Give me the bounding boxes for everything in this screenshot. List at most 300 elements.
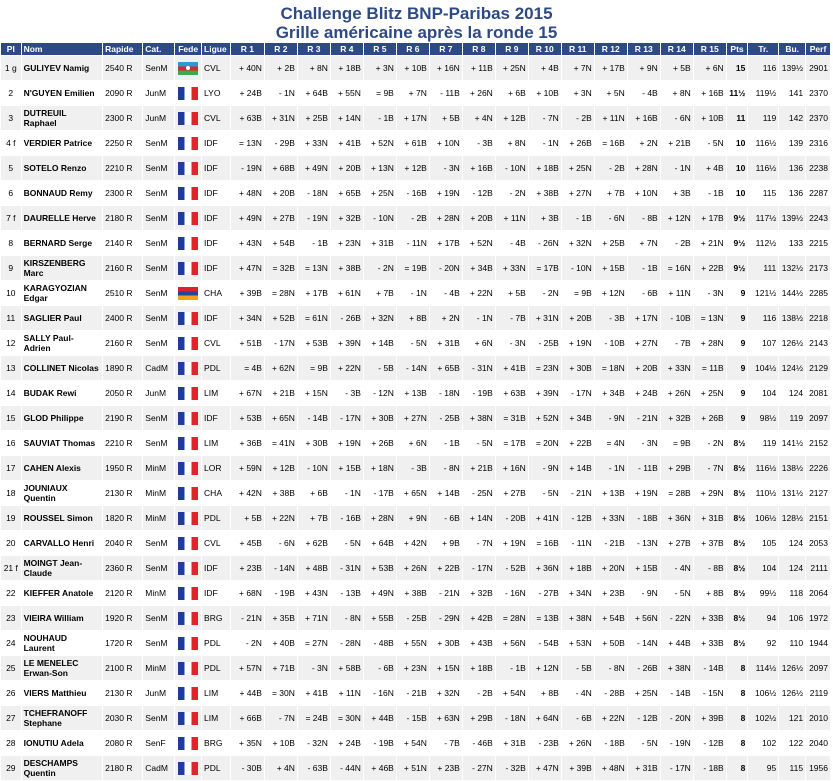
category-cell: SenM <box>143 306 174 330</box>
round-result: - 2N <box>364 256 396 280</box>
round-result: + 18B <box>529 156 561 180</box>
league-cell: LIM <box>202 381 230 405</box>
round-result: + 34B <box>595 381 627 405</box>
round-result: + 23B <box>430 756 462 780</box>
round-result: + 65N <box>265 406 297 430</box>
round-result: + 8N <box>496 131 528 155</box>
performance-cell: 2064 <box>806 581 830 605</box>
round-result: + 15B <box>331 456 363 480</box>
performance-cell: 2143 <box>806 331 830 355</box>
table-row <box>1 356 830 380</box>
table-row <box>1 281 830 305</box>
round-result: + 16N <box>430 56 462 80</box>
performance-cell: 2119 <box>806 681 830 705</box>
table-row <box>1 56 830 80</box>
round-result: + 9N <box>628 56 660 80</box>
round-result: - 1N <box>265 81 297 105</box>
round-result: + 20B <box>628 356 660 380</box>
rating-cell: 2300 R <box>103 106 142 130</box>
tiebreak-bu: 138½ <box>779 456 805 480</box>
france-flag-icon <box>178 262 198 275</box>
table-row <box>1 406 830 430</box>
category-cell: SenM <box>143 331 174 355</box>
round-result: + 14B <box>430 481 462 505</box>
tiebreak-bu: 124 <box>779 531 805 555</box>
round-result: - 1N <box>397 281 429 305</box>
table-row <box>1 631 830 655</box>
france-flag-icon <box>178 462 198 475</box>
rating-cell: 1920 R <box>103 606 142 630</box>
round-result: + 66B <box>231 706 264 730</box>
france-flag-icon <box>178 637 198 650</box>
round-result: - 12N <box>364 381 396 405</box>
round-result: + 30B <box>298 431 330 455</box>
points-cell: 9½ <box>727 206 748 230</box>
player-name: LE MENELEC Erwan-Son <box>22 656 103 680</box>
table-row <box>1 731 830 755</box>
place-cell: 26 <box>1 681 21 705</box>
player-name: COLLINET Nicolas <box>22 356 103 380</box>
round-result: - 7N <box>694 456 726 480</box>
round-result: - 4B <box>628 81 660 105</box>
league-cell: PDL <box>202 356 230 380</box>
tiebreak-bu: 119 <box>779 406 805 430</box>
performance-cell: 2243 <box>806 206 830 230</box>
round-result: - 63B <box>298 756 330 780</box>
tiebreak-tr: 116 <box>748 56 778 80</box>
round-result: + 26N <box>397 556 429 580</box>
round-result: = 18N <box>595 356 627 380</box>
rating-cell: 2180 R <box>103 756 142 780</box>
round-result: + 14N <box>463 506 495 530</box>
round-result: + 22N <box>595 706 627 730</box>
round-result: - 3B <box>397 456 429 480</box>
player-name: IONUTIU Adela <box>22 731 103 755</box>
rating-cell: 1950 R <box>103 456 142 480</box>
category-cell: SenM <box>143 631 174 655</box>
round-result: + 31B <box>430 331 462 355</box>
table-row <box>1 756 830 780</box>
column-header: Pts <box>727 43 748 55</box>
round-result: + 48B <box>298 556 330 580</box>
round-result: + 49N <box>298 156 330 180</box>
round-result: + 7B <box>595 181 627 205</box>
round-result: - 17N <box>331 406 363 430</box>
round-result: - 20B <box>496 506 528 530</box>
category-cell: JunM <box>143 381 174 405</box>
round-result: + 53B <box>231 406 264 430</box>
round-result: + 26B <box>364 431 396 455</box>
rating-cell: 2190 R <box>103 406 142 430</box>
place-cell: 17 <box>1 456 21 480</box>
rating-cell: 2100 R <box>103 656 142 680</box>
rating-cell: 2130 R <box>103 481 142 505</box>
round-result: + 37B <box>694 531 726 555</box>
round-result: - 5N <box>661 581 693 605</box>
round-result: + 17N <box>628 306 660 330</box>
round-result: - 48B <box>364 631 396 655</box>
table-row <box>1 206 830 230</box>
round-result: + 16B <box>628 106 660 130</box>
round-result: + 38N <box>463 406 495 430</box>
round-result: + 7B <box>364 281 396 305</box>
round-result: + 18B <box>331 56 363 80</box>
tiebreak-bu: 110 <box>779 631 805 655</box>
points-cell: 8½ <box>727 581 748 605</box>
round-result: - 32N <box>298 731 330 755</box>
category-cell: SenM <box>143 231 174 255</box>
rating-cell: 2030 R <box>103 706 142 730</box>
round-result: + 12N <box>595 281 627 305</box>
france-flag-icon <box>178 362 198 375</box>
points-cell: 9½ <box>727 231 748 255</box>
round-result: + 19N <box>562 331 594 355</box>
player-name: SAGLIER Paul <box>22 306 103 330</box>
round-result: + 38B <box>397 581 429 605</box>
azerbaijan-flag-icon <box>178 62 198 75</box>
points-cell: 8½ <box>727 506 748 530</box>
round-result: - 13N <box>628 531 660 555</box>
round-result: + 31N <box>529 306 561 330</box>
points-cell: 8 <box>727 681 748 705</box>
round-result: + 21N <box>694 231 726 255</box>
points-cell: 11½ <box>727 81 748 105</box>
round-result: - 44N <box>331 756 363 780</box>
federation-cell <box>175 681 201 705</box>
performance-cell: 2238 <box>806 156 830 180</box>
round-result: + 25N <box>628 681 660 705</box>
column-header: R 1 <box>231 43 264 55</box>
round-result: + 38N <box>661 656 693 680</box>
player-name: KIRSZENBERG Marc <box>22 256 103 280</box>
category-cell: SenM <box>143 281 174 305</box>
round-result: + 6B <box>298 481 330 505</box>
round-result: - 28B <box>595 681 627 705</box>
column-header: R 11 <box>562 43 594 55</box>
column-header: R 3 <box>298 43 330 55</box>
round-result: + 13N <box>364 156 396 180</box>
round-result: - 4N <box>661 556 693 580</box>
round-result: - 10N <box>562 256 594 280</box>
table-row <box>1 656 830 680</box>
round-result: + 4N <box>463 106 495 130</box>
round-result: + 63N <box>430 706 462 730</box>
round-result: = 16B <box>529 531 561 555</box>
round-result: + 63B <box>231 106 264 130</box>
round-result: - 14B <box>694 656 726 680</box>
round-result: = 17B <box>529 256 561 280</box>
round-result: + 33N <box>496 256 528 280</box>
round-result: + 53N <box>562 631 594 655</box>
round-result: = 13N <box>694 306 726 330</box>
place-cell: 14 <box>1 381 21 405</box>
france-flag-icon <box>178 737 198 750</box>
round-result: - 2B <box>595 156 627 180</box>
tiebreak-tr: 104 <box>748 556 778 580</box>
round-result: + 31B <box>364 231 396 255</box>
round-result: + 65N <box>397 481 429 505</box>
round-result: = 61N <box>298 306 330 330</box>
round-result: + 32B <box>331 206 363 230</box>
rating-cell: 2300 R <box>103 181 142 205</box>
round-result: + 42B <box>463 606 495 630</box>
round-result: + 25B <box>298 106 330 130</box>
round-result: + 9B <box>430 531 462 555</box>
round-result: + 30B <box>430 631 462 655</box>
round-result: + 4N <box>265 756 297 780</box>
round-result: + 18B <box>463 656 495 680</box>
rating-cell: 2400 R <box>103 306 142 330</box>
round-result: + 31B <box>694 506 726 530</box>
round-result: - 1N <box>331 481 363 505</box>
performance-cell: 2370 <box>806 106 830 130</box>
round-result: + 44B <box>364 706 396 730</box>
round-result: - 6B <box>628 281 660 305</box>
round-result: - 6B <box>430 506 462 530</box>
column-header: Nom <box>22 43 103 55</box>
standings-body <box>1 56 830 780</box>
round-result: + 35N <box>231 731 264 755</box>
round-result: - 10N <box>496 156 528 180</box>
round-result: - 17N <box>562 381 594 405</box>
round-result: - 21B <box>595 531 627 555</box>
round-result: + 28N <box>694 331 726 355</box>
column-header: R 7 <box>430 43 462 55</box>
round-result: + 15B <box>628 556 660 580</box>
round-result: - 6B <box>562 706 594 730</box>
column-header: Tr. <box>748 43 778 55</box>
round-result: - 18B <box>628 506 660 530</box>
round-result: - 18N <box>430 381 462 405</box>
round-result: + 43N <box>298 581 330 605</box>
round-result: + 56N <box>628 606 660 630</box>
column-header: R 12 <box>595 43 627 55</box>
points-cell: 8½ <box>727 456 748 480</box>
round-result: - 8N <box>331 606 363 630</box>
rating-cell: 2160 R <box>103 331 142 355</box>
round-result: + 46B <box>364 756 396 780</box>
round-result: - 15N <box>694 681 726 705</box>
tiebreak-tr: 116½ <box>748 131 778 155</box>
round-result: + 26B <box>694 406 726 430</box>
round-result: - 4N <box>562 681 594 705</box>
league-cell: BRG <box>202 731 230 755</box>
round-result: + 29B <box>463 706 495 730</box>
tiebreak-bu: 139½ <box>779 206 805 230</box>
round-result: - 2N <box>529 281 561 305</box>
round-result: + 67N <box>231 381 264 405</box>
round-result: + 11N <box>595 106 627 130</box>
france-flag-icon <box>178 112 198 125</box>
round-result: - 1N <box>661 156 693 180</box>
federation-cell <box>175 381 201 405</box>
round-result: - 16N <box>496 581 528 605</box>
round-result: - 3B <box>595 306 627 330</box>
rating-cell: 2160 R <box>103 256 142 280</box>
points-cell: 10 <box>727 181 748 205</box>
round-result: + 47N <box>529 756 561 780</box>
round-result: + 14B <box>562 456 594 480</box>
league-cell: PDL <box>202 631 230 655</box>
round-result: - 17B <box>364 481 396 505</box>
points-cell: 9½ <box>727 256 748 280</box>
round-result: = 20N <box>529 431 561 455</box>
table-row <box>1 131 830 155</box>
points-cell: 9 <box>727 381 748 405</box>
round-result: + 48N <box>231 181 264 205</box>
round-result: + 62N <box>265 356 297 380</box>
round-result: + 5B <box>661 56 693 80</box>
tiebreak-bu: 132½ <box>779 256 805 280</box>
column-header: Perf <box>806 43 830 55</box>
tiebreak-tr: 102½ <box>748 706 778 730</box>
round-result: + 41B <box>496 356 528 380</box>
round-result: + 34B <box>562 406 594 430</box>
round-result: - 10B <box>595 331 627 355</box>
round-result: - 1B <box>364 106 396 130</box>
round-result: = 19B <box>397 256 429 280</box>
category-cell: MinM <box>143 656 174 680</box>
round-result: - 10B <box>661 306 693 330</box>
round-result: - 29N <box>430 606 462 630</box>
round-result: - 20N <box>430 256 462 280</box>
round-result: + 58B <box>331 656 363 680</box>
rating-cell: 2210 R <box>103 156 142 180</box>
performance-cell: 2215 <box>806 231 830 255</box>
tiebreak-bu: 126½ <box>779 331 805 355</box>
category-cell: SenM <box>143 706 174 730</box>
tiebreak-bu: 141 <box>779 81 805 105</box>
round-result: + 31B <box>496 731 528 755</box>
place-cell: 15 <box>1 406 21 430</box>
round-result: + 22N <box>265 506 297 530</box>
federation-cell <box>175 756 201 780</box>
round-result: - 21N <box>562 481 594 505</box>
france-flag-icon <box>178 387 198 400</box>
place-cell: 12 <box>1 331 21 355</box>
place-cell: 10 <box>1 281 21 305</box>
round-result: + 28N <box>364 506 396 530</box>
round-result: - 1N <box>463 306 495 330</box>
place-cell: 27 <box>1 706 21 730</box>
round-result: + 39B <box>231 281 264 305</box>
round-result: - 22N <box>661 606 693 630</box>
round-result: = 4B <box>231 356 264 380</box>
round-result: - 1B <box>694 181 726 205</box>
round-result: - 5N <box>397 331 429 355</box>
table-row <box>1 456 830 480</box>
round-result: = 41N <box>265 431 297 455</box>
round-result: + 6N <box>397 431 429 455</box>
tiebreak-tr: 107 <box>748 331 778 355</box>
place-cell: 18 <box>1 481 21 505</box>
round-result: + 24B <box>331 731 363 755</box>
round-result: - 14N <box>265 556 297 580</box>
federation-cell <box>175 156 201 180</box>
category-cell: SenF <box>143 731 174 755</box>
round-result: - 8N <box>430 456 462 480</box>
league-cell: IDF <box>202 131 230 155</box>
round-result: + 6B <box>496 81 528 105</box>
round-result: - 21N <box>231 606 264 630</box>
round-result: - 52B <box>496 556 528 580</box>
category-cell: SenM <box>143 256 174 280</box>
category-cell: JunM <box>143 681 174 705</box>
round-result: + 52B <box>265 306 297 330</box>
rating-cell: 2050 R <box>103 381 142 405</box>
round-result: + 17B <box>430 231 462 255</box>
column-header: Bu. <box>779 43 805 55</box>
league-cell: BRG <box>202 606 230 630</box>
column-header: R 8 <box>463 43 495 55</box>
table-row <box>1 706 830 730</box>
round-result: + 5B <box>430 106 462 130</box>
round-result: - 4B <box>496 231 528 255</box>
tiebreak-bu: 126½ <box>779 656 805 680</box>
tiebreak-tr: 119 <box>748 106 778 130</box>
tiebreak-tr: 110½ <box>748 481 778 505</box>
round-result: + 68B <box>265 156 297 180</box>
rating-cell: 2540 R <box>103 56 142 80</box>
round-result: + 54N <box>496 681 528 705</box>
round-result: + 65B <box>430 356 462 380</box>
tiebreak-tr: 95 <box>748 756 778 780</box>
round-result: + 19N <box>430 181 462 205</box>
points-cell: 8½ <box>727 606 748 630</box>
round-result: + 31B <box>628 756 660 780</box>
place-cell: 23 <box>1 606 21 630</box>
round-result: - 11N <box>562 531 594 555</box>
performance-cell: 2285 <box>806 281 830 305</box>
place-cell: 6 <box>1 181 21 205</box>
round-result: - 5B <box>562 656 594 680</box>
column-header: Fede <box>175 43 201 55</box>
tiebreak-bu: 133 <box>779 231 805 255</box>
round-result: + 39N <box>529 381 561 405</box>
round-result: + 41B <box>331 131 363 155</box>
tiebreak-tr: 92 <box>748 631 778 655</box>
round-result: = 9B <box>364 81 396 105</box>
france-flag-icon <box>178 687 198 700</box>
round-result: + 27B <box>265 206 297 230</box>
table-row <box>1 106 830 130</box>
round-result: - 19B <box>463 381 495 405</box>
round-result: + 26N <box>661 381 693 405</box>
page-title: Challenge Blitz BNP-Paribas 2015 <box>280 4 553 23</box>
round-result: - 27N <box>463 756 495 780</box>
round-result: + 7N <box>397 81 429 105</box>
round-result: - 18B <box>694 756 726 780</box>
round-result: - 5N <box>694 131 726 155</box>
round-result: + 57N <box>231 656 264 680</box>
round-result: + 29N <box>694 481 726 505</box>
round-result: - 5N <box>628 731 660 755</box>
player-name: SAUVIAT Thomas <box>22 431 103 455</box>
round-result: = 30N <box>331 706 363 730</box>
performance-cell: 2127 <box>806 481 830 505</box>
round-result: + 51N <box>397 756 429 780</box>
round-result: + 42N <box>231 481 264 505</box>
tiebreak-tr: 104 <box>748 381 778 405</box>
league-cell: LIM <box>202 681 230 705</box>
round-result: + 23B <box>595 581 627 605</box>
league-cell: CHA <box>202 281 230 305</box>
column-header: Rapide <box>103 43 142 55</box>
round-result: + 21B <box>265 381 297 405</box>
round-result: + 22B <box>694 256 726 280</box>
round-result: + 7N <box>562 56 594 80</box>
round-result: + 32B <box>463 581 495 605</box>
